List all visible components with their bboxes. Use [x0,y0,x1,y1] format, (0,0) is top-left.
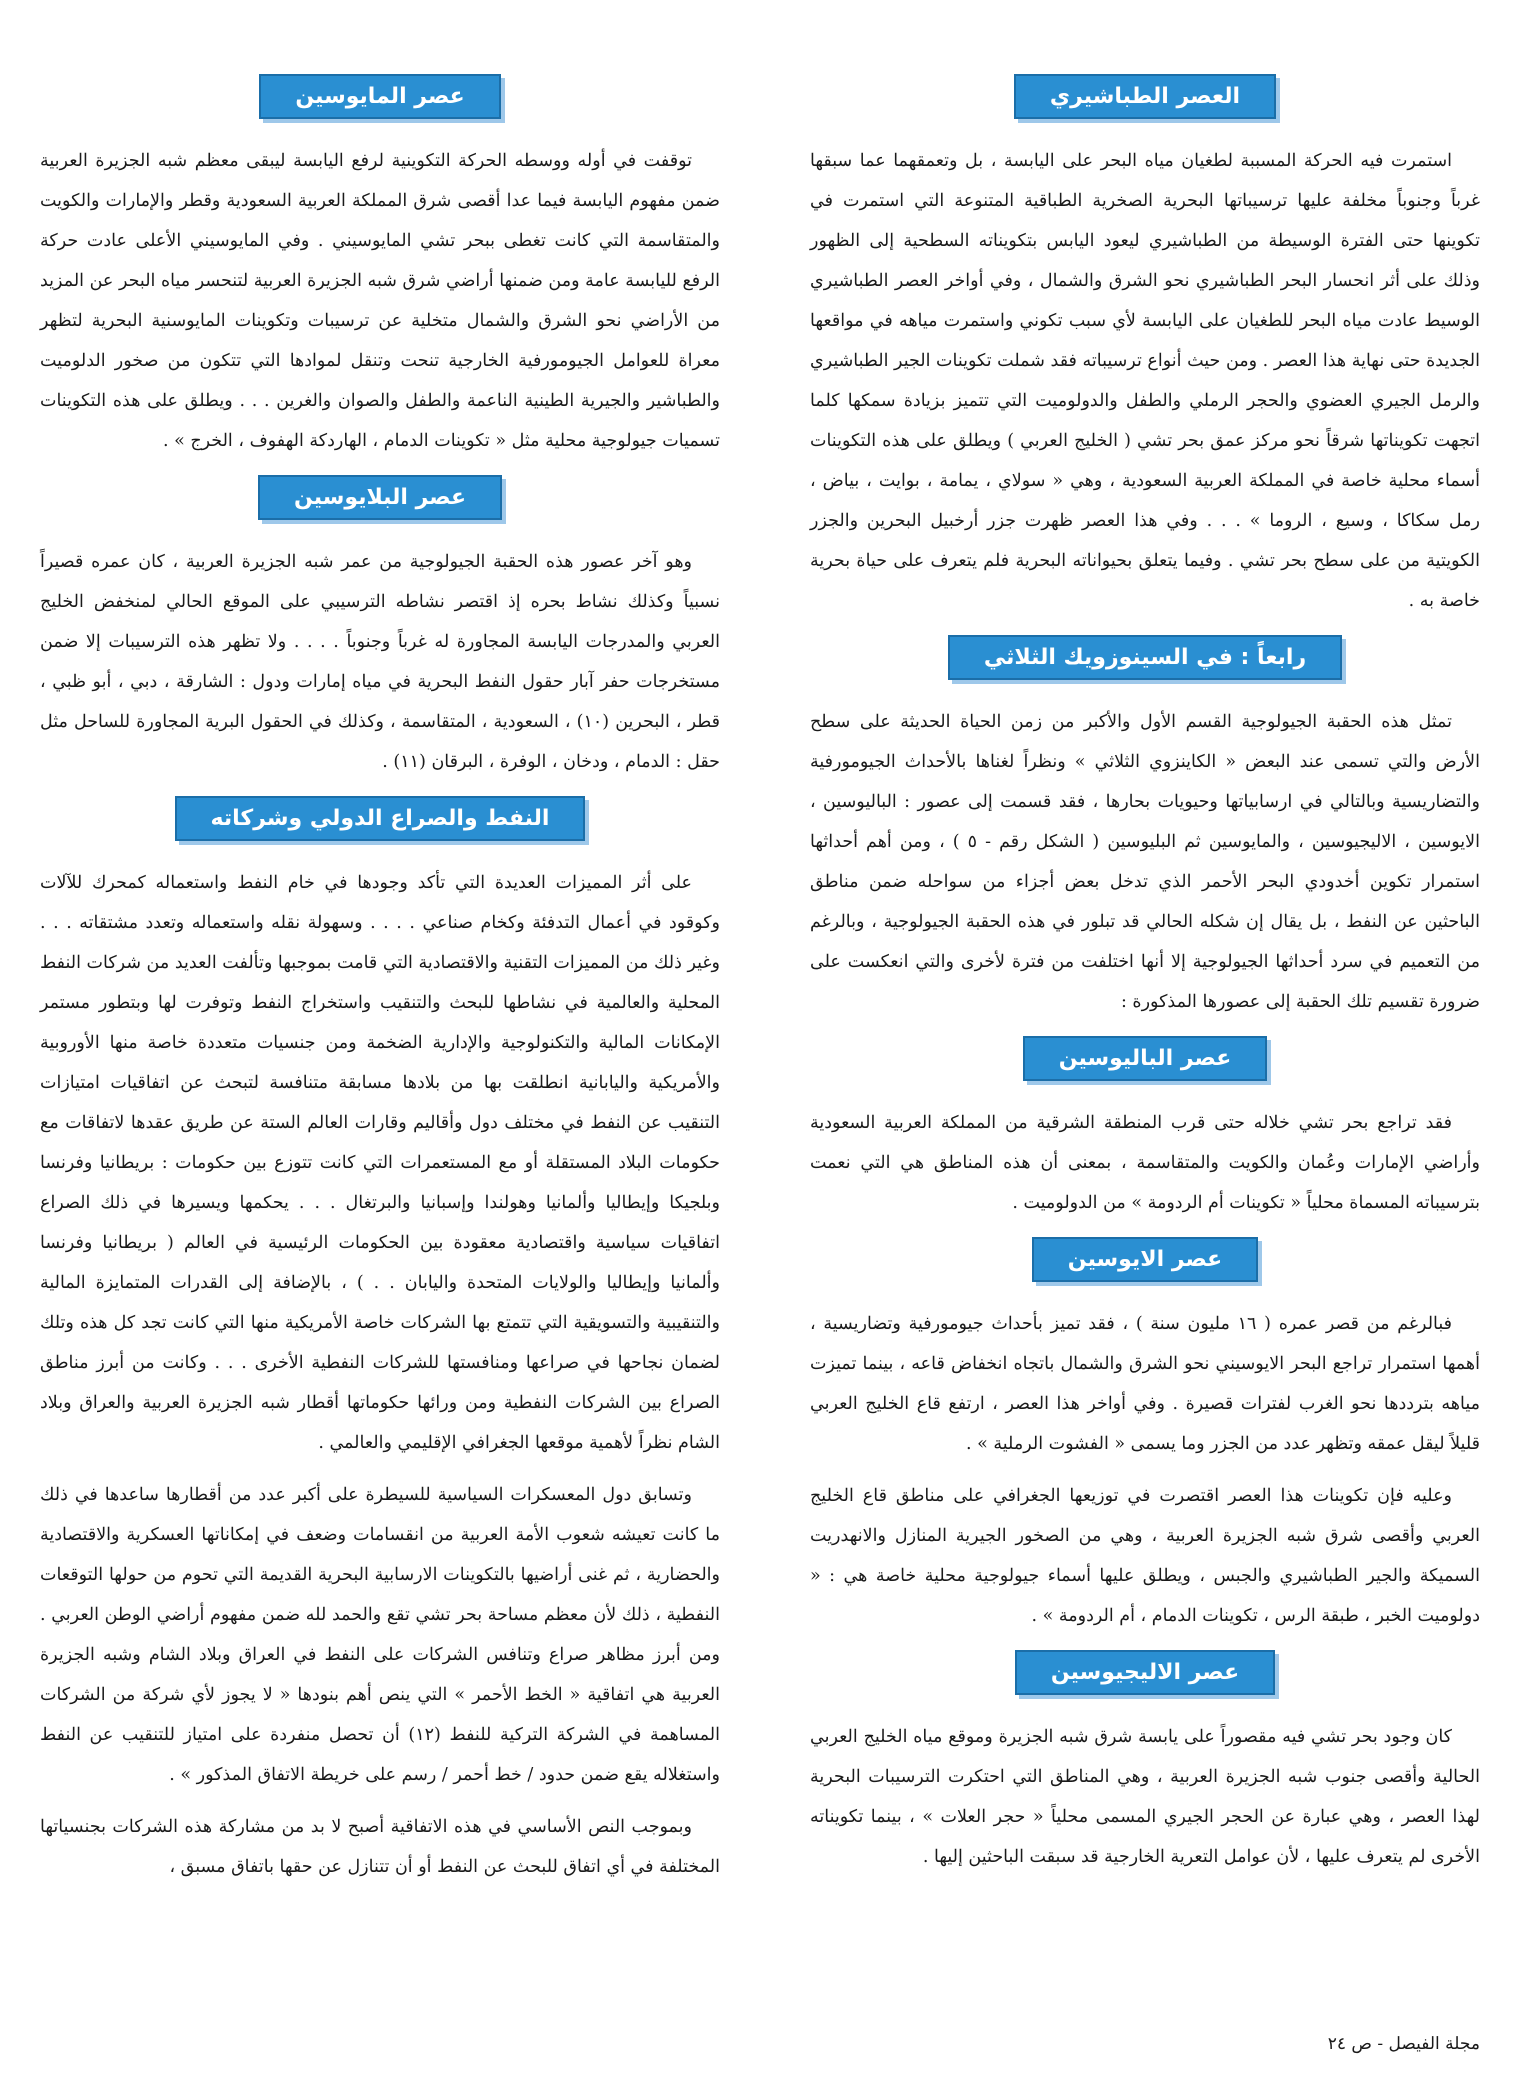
body-paragraph: توقفت في أوله ووسطه الحركة التكوينية لرفع اليابسة ليبقى معظم شبه الجزيرة العربية ضمن مفهوم اليابسة فيما عدا أقصى شرق المملكة العربية السعودية وقطر والإمارات والكويت والمتقاسمة التي كانت تغطى ببحر تشي المايوسيني . وفي المايوسيني الأعلى عادت حركة الرفع لليابسة عامة ومن ضمنها أراضي شرق شبه الجزيرة العربية لتنحسر مياه البحر عن المزيد من الأراضي نحو الشرق والشمال متخلية عن ترسيبات وتكوينات المايوسنية البحرية لتظهر معراة للعوامل الجيومورفية الخارجية تنحت وتنقل لموادها التي تتكون من صخور الدلوميت والطباشير والجيرية الطينية الناعمة والطفل والصوان والغرين . . . ويطلق على هذه التكوينات تسميات جيولوجية محلية مثل « تكوينات الدمام ، الهاردكة الهفوف ، الخرج » . [40,151,720,451]
body-paragraph: وعليه فإن تكوينات هذا العصر اقتصرت في توزيعها الجغرافي على مناطق قاع الخليج العربي وأقصى شرق شبه الجزيرة العربية ، وهي من الصخور الجيرية المنازل والانهدريت السميكة والجير الطباشيري والجبس ، ويطلق عليها أسماء جيولوجية محلية خاصة هي : « دولوميت الخبر ، طبقة الرس ، تكوينات الدمام ، أم الردومة » . [810,1486,1480,1626]
section-heading: عصر الباليوسين [1023,1036,1268,1081]
section-oligocene [810,1650,1480,1877]
body-paragraph: كان وجود بحر تشي فيه مقصوراً على يابسة شرق شبه الجزيرة وموقع مياه الخليج العربي الحالية وأقصى جنوب شبه الجزيرة العربية ، وهي المناطق التي احتكرت الترسيبات البحرية لهذا العصر ، وهي عبارة عن الحجر الجيري المسمى محلياً « حجر العلات » ، بينما تكويناته الأخرى لم يتعرف عليها ، لأن عوامل التعرية الخارجية قد سبقت الباحثين إليها . [810,1727,1480,1867]
left-column [40,60,720,1899]
body-paragraph: وهو آخر عصور هذه الحقبة الجيولوجية من عمر شبه الجزيرة العربية ، كان عمره قصيراً نسبياً وكذلك نشاط بحره إذ اقتصر نشاطه الترسيبي على الموقع الحالي لمنخفض الخليج العربي والمدرجات اليابسة المجاورة له غرباً وجنوباً . . . . ولا تظهر هذه الترسيبات إلا ضمن مستخرجات حفر آبار حقول النفط البحرية في مياه إمارات ودول : الشارقة ، دبي ، أبو ظبي ، قطر ، البحرين (١٠) ، السعودية ، المتقاسمة ، وكذلك في الحقول البرية المجاورة للساحل مثل حقل : الدمام ، ودخان ، الوفرة ، البرقان (١١) . [40,552,720,772]
body-paragraph: فبالرغم من قصر عمره ( ١٦ مليون سنة ) ، فقد تميز بأحداث جيومورفية وتضاريسية ، أهمها استمرار تراجع البحر الايوسيني نحو الشرق والشمال باتجاه انخفاض قاعه ، بينما تميزت مياهه بترددها نحو الغرب لفترات قصيرة . وفي أواخر هذا العصر ، ارتفع قاع الخليج العربي قليلاً ليقل عمقه وتظهر عدد من الجزر وما يسمى « الفشوت الرملية » . [810,1314,1480,1454]
body-paragraph: على أثر المميزات العديدة التي تأكد وجودها في خام النفط واستعماله كمحرك للآلات وكوقود في أعمال التدفئة وكخام صناعي . . . . وسهولة نقله واستعماله وتعدد مشتقاته . . . وغير ذلك من المميزات التقنية والاقتصادية التي قامت بموجبها وتألفت العديد من شركات النفط المحلية والعالمية في نشاطها للبحث والتنقيب واستخراج النفط وتوفرت لها وبتطور مستمر الإمكانات المالية والتكنولوجية والإدارية الضخمة ومن جنسيات متعددة خاصة منها الأوروبية والأمريكية واليابانية انطلقت بها من بلادها مسابقة متنافسة لتبحث عن اتفاقيات امتيازات التنقيب عن النفط في مختلف دول وأقاليم وقارات العالم الستة عن طريق عقدها لاتفاقات مع حكومات البلاد المستقلة أو مع المستعمرات التي كانت تتوزع بين حكومات : بريطانيا وفرنسا وبلجيكا وإيطاليا وألمانيا وهولندا وإسبانيا والبرتغال . . . يحكمها ويسيرها في ذلك الصراع اتفاقيات سياسية واقتصادية معقودة بين الحكومات الرئيسية في العالم ( بريطانيا وفرنسا وألمانيا وإيطاليا والولايات المتحدة واليابان . . ) ، بالإضافة إلى القدرات المتمايزة المالية والتنقيبية والتسويقية التي تتمتع بها الشركات خاصة الأمريكية منها التي كانت تجد كل هذه وتلك لضمان نجاحها في صراعها ومنافستها للشركات النفطية الأخرى . . . وكانت من أبرز مناطق الصراع بين الشركات النفطية ومن ورائها حكوماتها أقطار شبه الجزيرة العربية والعراق وبلاد الشام نظراً لأهمية موقعها الجغرافي الإقليمي والعالمي . [40,873,720,1453]
section-cretaceous [810,74,1480,621]
section-heading: عصر المايوسين [259,74,500,119]
section-heading: رابعاً : في السينوزويك الثلاثي [948,635,1342,680]
section-heading: النفط والصراع الدولي وشركاته [175,796,586,841]
body-paragraph: وتسابق دول المعسكرات السياسية للسيطرة على أكبر عدد من أقطارها ساعدها في ذلك ما كانت تعيشه شعوب الأمة العربية من انقسامات وضعف في إمكاناتها العسكرية والاقتصادية والحضارية ، ثم غنى أراضيها بالتكوينات الارسابية البحرية القديمة التي تحوم من حولها التوقعات النفطية ، ذلك لأن معظم مساحة بحر تشي تقع والحمد لله ضمن مفهوم أراضي الوطن العربي . ومن أبرز مظاهر صراع وتنافس الشركات على النفط في العراق وبلاد الشام وشبه الجزيرة العربية هي اتفاقية « الخط الأحمر » التي ينص أهم بنودها « لا يجوز لأي شركة من الشركات المساهمة في الشركة التركية للنفط (١٢) أن تحصل منفردة على امتياز للتنقيب عن النفط واستغلاله يقع ضمن حدود / خط أحمر / رسم على خريطة الاتفاق المذكور » . [40,1485,720,1785]
section-paleocene [810,1036,1480,1223]
right-column [810,60,1480,1889]
body-paragraph: وبموجب النص الأساسي في هذه الاتفاقية أصبح لا بد من مشاركة هذه الشركات بجنسياتها المختلفة في أي اتفاق للبحث عن النفط أو أن تتنازل عن حقها باتفاق مسبق ، [40,1817,720,1877]
section-heading: عصر الاليجيوسين [1015,1650,1275,1695]
section-miocene [40,74,720,461]
section-heading: عصر الايوسين [1032,1237,1258,1282]
section-cenozoic-tertiary [810,635,1480,1022]
section-heading: عصر البلايوسين [258,475,502,520]
body-paragraph: فقد تراجع بحر تشي خلاله حتى قرب المنطقة الشرقية من المملكة العربية السعودية وأراضي الإمارات وعُمان والكويت والمتقاسمة ، بمعنى أن هذه المناطق هي التي نعمت بترسيباته المسماة محلياً « تكوينات أم الردومة » من الدولوميت . [810,1113,1480,1213]
section-heading: العصر الطباشيري [1014,74,1276,119]
section-eocene [810,1237,1480,1636]
body-paragraph: استمرت فيه الحركة المسببة لطغيان مياه البحر على اليابسة ، بل وتعمقهما عما سبقها غرباً وجنوباً مخلفة عليها ترسيباتها البحرية الصخرية الطباقية المتنوعة التي استمرت في تكوينها حتى الفترة الوسيطة من الطباشيري ليعود اليابس بتكويناته السطحية إلى الظهور وذلك على أثر انحسار البحر الطباشيري نحو الشرق والشمال ، وفي أواخر العصر الطباشيري الوسيط عادت مياه البحر للطغيان على اليابسة لأي سبب تكوني واستمرت مياهه في مواقعها الجديدة حتى نهاية هذا العصر . ومن حيث أنواع ترسيباته فقد شملت تكوينات الجير الطباشيري والرمل الجيري العضوي والحجر الرملي والطفل والدولوميت التي تتميز بزيادة سمكها كلما اتجهت تكويناتها شرقاً نحو مركز عمق بحر تشي ( الخليج العربي ) ويطلق على هذه التكوينات أسماء محلية خاصة في المملكة العربية السعودية ، وهي « سولاي ، يمامة ، بوايت ، بياض ، رمل سكاكا ، وسيع ، الروما » . . . وفي هذا العصر ظهرت جزر أرخبيل البحرين والجزر الكويتية من على سطح بحر تشي . وفيما يتعلق بحيواناته البحرية فلم يتعرف على حياة بحرية خاصة به . [810,151,1480,611]
section-pliocene [40,475,720,782]
body-paragraph: تمثل هذه الحقبة الجيولوجية القسم الأول والأكبر من زمن الحياة الحديثة على سطح الأرض والتي تسمى عند البعض « الكاينزوي الثلاثي » ونظراً لغناها بالأحداث الجيومورفية والتضاريسية وبالتالي في ارسابياتها وحيويات بحارها ، فقد قسمت إلى عصور : الباليوسين ، الايوسين ، الاليجيوسين ، والمايوسين ثم البليوسين ( الشكل رقم - ٥ ) ، ومن أهم أحداثها استمرار تكوين أخدودي البحر الأحمر الذي تدخل بعض أجزاء من سواحله ضمن مناطق الباحثين عن النفط ، بل يقال إن شكله الحالي قد تبلور في هذه الحقبة الجيولوجية ، وبالرغم من التعميم في سرد أحداثها الجيولوجية إلا أنها اختلفت من فترة لأخرى والتي انعكست على ضرورة تقسيم تلك الحقبة إلى عصورها المذكورة : [810,712,1480,1012]
page-footer: مجلة الفيصل - ص ٢٤ [1327,2034,1480,2054]
section-oil-conflict [40,796,720,1887]
